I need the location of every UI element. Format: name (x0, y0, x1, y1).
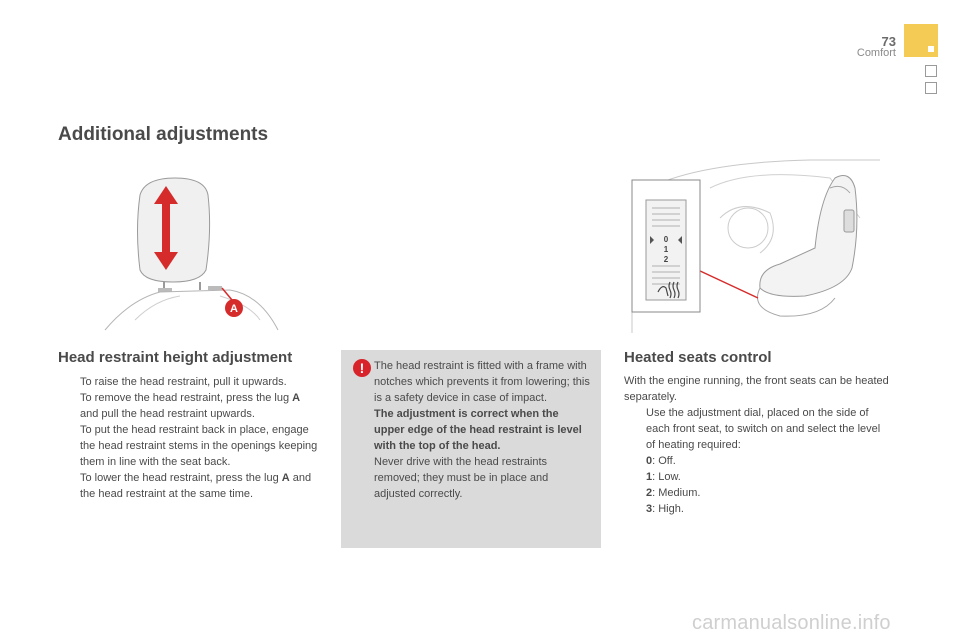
head-restraint-illustration (100, 170, 285, 335)
level-item (646, 485, 700, 501)
heated-seat-illustration (630, 158, 886, 336)
dial-mark-2: 2 (663, 255, 669, 264)
warning-text-2: Never drive with the head restraints removed; they must be in place and adjusted correctly. (374, 456, 549, 500)
heating-levels (646, 453, 700, 517)
list-item (58, 374, 320, 390)
heated-seats-heading: Heated seats control (624, 349, 772, 366)
step-text: To lower the head restraint, press the lug (80, 472, 282, 484)
level-item (646, 453, 700, 469)
dial-mark-0: 0 (663, 235, 669, 244)
level-label: : High. (652, 503, 684, 515)
warning-note (341, 350, 601, 548)
warning-icon: ! (353, 359, 371, 377)
step-text: To raise the head restraint, pull it upwards. (80, 376, 287, 388)
heated-seats-intro: With the engine running, the front seats can be heated separately. (624, 375, 889, 403)
warning-text-1: The head restraint is fitted with a frame with notches which prevents it from lowering; this is a safety device in case of impact. (374, 360, 590, 404)
step-text: To put the head restraint back in place, engage the head restraint stems in the openings keeping them in line with the seat back. (80, 424, 318, 468)
head-restraint-heading: Head restraint height adjustment (58, 349, 293, 366)
list-item (624, 405, 886, 453)
level-item (646, 501, 700, 517)
lug-a-label: A (230, 303, 238, 315)
level-number: 2 (646, 487, 653, 499)
page-number: 73 (881, 34, 896, 49)
level-item (646, 469, 700, 485)
step-text: and the head restraint at the same time. (80, 472, 312, 500)
step-text: and pull the head restraint upwards. (80, 408, 255, 420)
level-label: : Off. (652, 455, 676, 467)
page-title: Additional adjustments (58, 124, 269, 145)
section-tab-empty-1 (925, 65, 937, 77)
head-restraint-steps (58, 374, 320, 502)
step-text: Use the adjustment dial, placed on the side of each front seat, to switch on and select the level of heating required: (646, 407, 881, 451)
warning-text-bold: The adjustment is correct when the upper edge of the head restraint is level with the top of the head. (374, 408, 582, 452)
level-label: : Medium. (652, 487, 701, 499)
level-label: : Low. (652, 471, 681, 483)
section-tab (904, 24, 938, 57)
lug-label: A (281, 472, 290, 484)
heated-seats-steps (624, 405, 886, 453)
list-item (58, 422, 320, 470)
step-text: To remove the head restraint, press the lug (80, 392, 293, 404)
section-tab-empty-2 (925, 82, 937, 94)
level-number: 0 (646, 455, 653, 467)
dial-mark-1: 1 (663, 245, 669, 254)
lug-label: A (292, 392, 301, 404)
list-item (58, 390, 320, 422)
watermark: carmanualsonline.info (692, 612, 891, 634)
list-item (58, 470, 320, 502)
level-number: 3 (646, 503, 653, 515)
level-number: 1 (646, 471, 653, 483)
section-label: Comfort (856, 47, 896, 59)
